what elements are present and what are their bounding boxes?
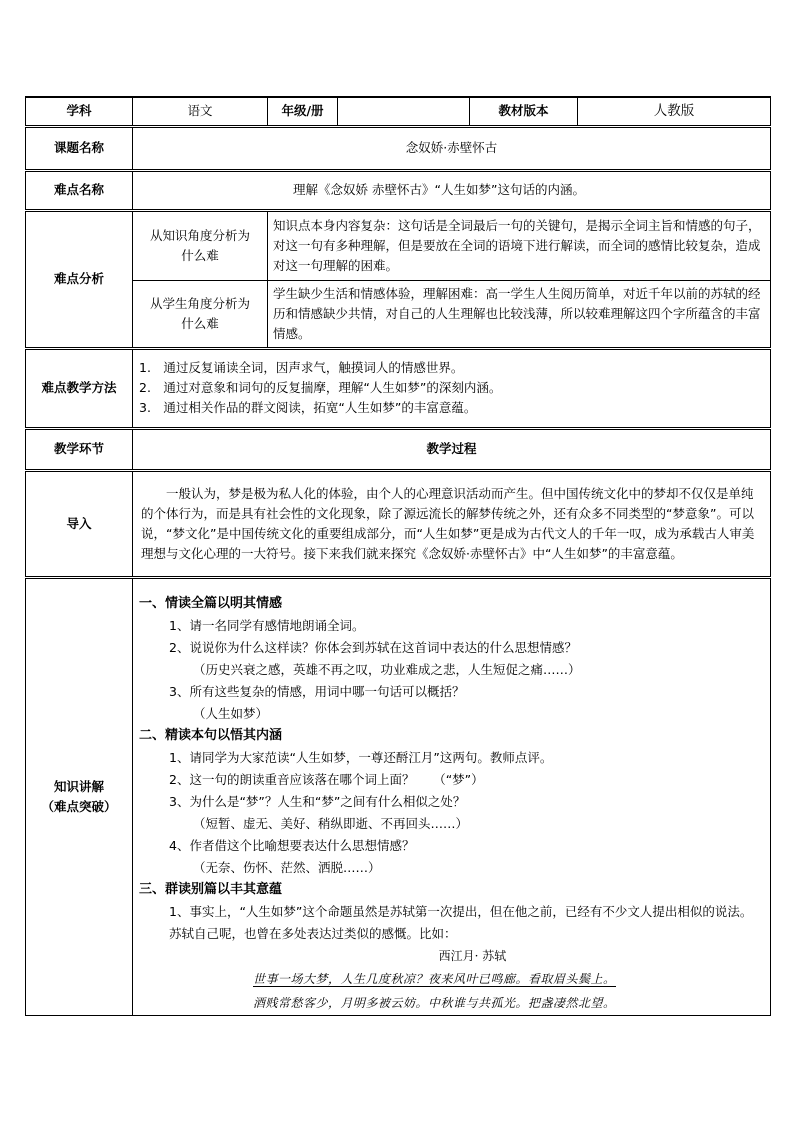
section2-question1: 1、请同学为大家范读“人生如梦，一尊还酹江月”这两句。教师点评。 xyxy=(169,749,553,765)
methods-item: 3. 通过相关作品的群文阅读，拓宽“人生如梦”的丰富意蕴。 xyxy=(139,400,477,415)
methods-list xyxy=(139,358,765,418)
analysis-student-label: 从学生角度分析为什么难 xyxy=(133,280,268,348)
analysis-knowledge-row xyxy=(26,210,771,280)
section2-heading: 二、精读本句以悟其内涵 xyxy=(139,727,283,743)
subject-label: 学科 xyxy=(26,97,133,126)
stage-label: 教学环节 xyxy=(26,428,133,470)
knowledge-label-line2: （难点突破） xyxy=(41,798,117,814)
grade-value xyxy=(338,97,470,126)
poem-line-1-text: 世事一场大梦，人生几度秋凉？夜来风叶已鸣廊。看取眉头鬓上。 xyxy=(253,971,616,986)
section1-heading: 一、情读全篇以明其情感 xyxy=(139,595,283,611)
section2-question2: 2、这一句的朗读重音应该落在哪个词上面？ （“梦”） xyxy=(169,771,484,787)
intro-label: 导入 xyxy=(26,470,133,577)
knowledge-row xyxy=(26,577,771,1015)
lesson-row xyxy=(26,126,771,170)
poem-title: 西江月· 苏轼 xyxy=(438,948,507,963)
section2-answer4: （无奈、伤怀、茫然、洒脱……） xyxy=(193,859,381,875)
methods-row xyxy=(26,348,771,428)
grade-label: 年级/册 xyxy=(268,97,338,126)
intro-row xyxy=(26,470,771,577)
lesson-plan-document xyxy=(25,96,770,1013)
intro-text: 一般认为，梦是极为私人化的体验，由个人的心理意识活动而产生。但中国传统文化中的梦却不仅仅是单纯的个体行为，而是具有社会性的文化现象，除了源远流长的解梦传统之外，还有众多不同类型的“梦意象”。可以说，“梦文化”是中国传统文化的重要组成部分，而“人生如梦”更是成为古代文人的千年一叹，成为承载古人审美理想与文化心理的一大符号。接下来我们就来探究《念奴娇·赤壁怀古》中“人生如梦”的丰富意蕴。 xyxy=(141,485,755,561)
section3-paragraph1: 1、事实上，“人生如梦”这个命题虽然是苏轼第一次提出，但在他之前，已经有不少文人提出相似的说法。苏轼自己呢，也曾在多处表达过类似的感慨。比如： xyxy=(169,903,753,941)
section1-question1: 1、请一名同学有感情地朗诵全词。 xyxy=(169,617,365,633)
analysis-student-text: 学生缺少生活和情感体验，理解困难：高一学生人生阅历简单，对近千年以前的苏轼的经历和情感缺少共情，对自己的人生理解也比较浅薄，所以较难理解这四个字所蕴含的丰富情感。 xyxy=(268,280,771,348)
difficulty-row xyxy=(26,170,771,210)
process-label: 教学过程 xyxy=(133,428,771,470)
lesson-label: 课题名称 xyxy=(26,126,133,170)
section1-question2: 2、说说你为什么这样读？你体会到苏轼在这首词中表达的什么思想情感？ xyxy=(169,639,577,655)
subject-value: 语文 xyxy=(133,97,268,126)
section1-question3: 3、所有这些复杂的情感，用词中哪一句话可以概括？ xyxy=(169,683,465,699)
lesson-value: 念奴娇·赤壁怀古 xyxy=(133,126,771,170)
section1-answer3: （人生如梦） xyxy=(193,705,269,721)
process-header-row xyxy=(26,428,771,470)
analysis-knowledge-label: 从知识角度分析为什么难 xyxy=(133,210,268,280)
knowledge-label-line1: 知识讲解 xyxy=(53,778,104,794)
poem-line-1 xyxy=(139,967,766,991)
header-row xyxy=(26,97,771,126)
difficulty-value: 理解《念奴娇 赤壁怀古》“人生如梦”这句话的内涵。 xyxy=(133,170,771,210)
difficulty-label: 难点名称 xyxy=(26,170,133,210)
methods-item: 2. 通过对意象和词句的反复揣摩，理解“人生如梦”的深刻内涵。 xyxy=(139,380,502,395)
poem-line-2: 酒贱常愁客少，月明多被云妨。中秋谁与共孤光。把盏凄然北望。 xyxy=(253,995,616,1010)
knowledge-label xyxy=(26,577,133,1015)
section2-answer3: （短暂、虚无、美好、稍纵即逝、不再回头……） xyxy=(193,815,469,831)
section3-heading: 三、群读别篇以丰其意蕴 xyxy=(139,881,283,897)
section1-answer2: （历史兴衰之感，英雄不再之叹，功业难成之悲，人生短促之痛……） xyxy=(193,661,581,677)
analysis-label: 难点分析 xyxy=(26,210,133,348)
edition-value: 人教版 xyxy=(578,97,771,126)
analysis-knowledge-text: 知识点本身内容复杂：这句话是全词最后一句的关键句，是揭示全词主旨和情感的句子，对这一句有多种理解，但是要放在全词的语境下进行解读，而全词的感情比较复杂，造成对这一句理解的困难。 xyxy=(268,210,771,280)
section2-question3: 3、为什么是“梦”？人生和“梦”之间有什么相似之处？ xyxy=(169,793,466,809)
edition-label: 教材版本 xyxy=(470,97,578,126)
section2-question4: 4、作者借这个比喻想要表达什么思想情感？ xyxy=(169,837,415,853)
lesson-plan-table xyxy=(25,96,771,1016)
methods-label: 难点教学方法 xyxy=(26,348,133,428)
methods-item: 1. 通过反复诵读全词，因声求气，触摸词人的情感世界。 xyxy=(139,360,464,375)
analysis-student-row xyxy=(26,280,771,348)
